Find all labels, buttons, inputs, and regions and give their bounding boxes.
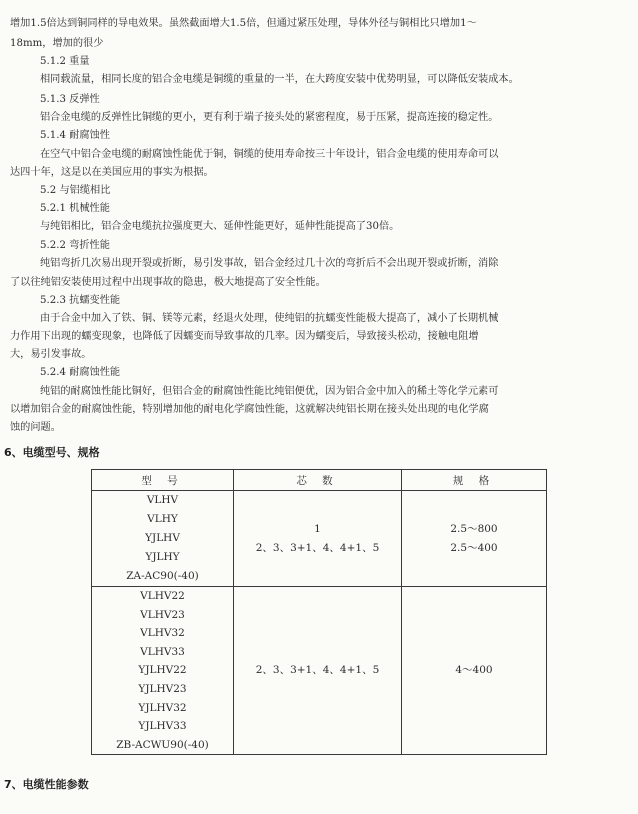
cores-cell <box>234 587 402 755</box>
section-heading-5-2: 5.2 与铝缆相比 <box>40 185 111 196</box>
section-heading-5-1-2: 5.1.2 重量 <box>40 56 90 67</box>
paragraph-line: 由于合金中加入了铁、铜、镁等元素，经退火处理，使纯铝的抗蠕变性能极大提高了，减小了长期机械 <box>40 313 499 324</box>
paragraph-line: 了以往纯铝安装使用过程中出现事故的隐患，极大地提高了安全性能。 <box>10 277 326 288</box>
paragraph-line: 达四十年，这是以在美国应用的事实为根据。 <box>10 167 214 178</box>
paragraph-line: 在空气中铝合金电缆的耐腐蚀性能优于铜，铜缆的使用寿命按三十年设计，铝合金电缆的使用寿命可以 <box>40 149 499 160</box>
paragraph-line: 纯铝弯折几次易出现开裂或折断，易引发事故，铝合金经过几十次的弯折后不会出现开裂或折断，消除 <box>40 258 499 269</box>
section-heading-5-1-4: 5.1.4 耐腐蚀性 <box>40 130 110 141</box>
paragraph-line: 铝合金电缆的反弹性比铜缆的更小，更有利于端子接头处的紧密程度，易于压紧，提高连接的稳定性。 <box>40 112 499 123</box>
header-cores: 芯 数 <box>234 470 402 491</box>
model-name: YJLHV33 <box>138 720 187 733</box>
header-model: 型 号 <box>92 470 234 491</box>
model-name: YJLHV23 <box>138 682 187 695</box>
section-heading-5-1-3: 5.1.3 反弹性 <box>40 94 100 105</box>
paragraph-line: 18mm，增加的很少 <box>10 38 104 49</box>
model-cell <box>92 491 234 587</box>
paragraph-line: 大，易引发事故。 <box>10 349 92 360</box>
model-name: VLHV33 <box>140 645 185 658</box>
section-7-title: 7、电缆性能参数 <box>4 778 89 791</box>
table-header-row <box>92 470 547 491</box>
section-heading-5-2-3: 5.2.3 抗蠕变性能 <box>40 295 121 306</box>
model-name: YJLHV22 <box>138 664 187 677</box>
model-name: YJLHY <box>145 551 180 563</box>
section-heading-5-2-1: 5.2.1 机械性能 <box>40 203 110 214</box>
model-name: VLHV <box>146 494 179 506</box>
spec-value: 2.5～400 <box>450 541 498 554</box>
model-name: YJLHV32 <box>138 701 187 714</box>
spec-value: 4～400 <box>455 664 493 677</box>
table-row <box>92 491 547 587</box>
paragraph-line: 相同载流量，相同长度的铝合金电缆是铜缆的重量的一半，在大跨度安装中优势明显，可以降低安装成本。 <box>40 74 519 85</box>
model-name: VLHV22 <box>140 590 185 602</box>
paragraph-line: 与纯铝相比，铝合金电缆抗拉强度更大、延伸性能更好，延伸性能提高了30倍。 <box>40 221 400 232</box>
paragraph-line: 增加1.5倍达到铜同样的导电效果。虽然截面增大1.5倍，但通过紧压处理，导体外径与铜相比只增加1～ <box>10 18 477 29</box>
model-cell <box>92 587 234 755</box>
model-name: VLHY <box>147 513 178 525</box>
table-row <box>92 587 547 755</box>
model-name: VLHV32 <box>140 627 185 640</box>
model-name: YJLHV <box>145 532 180 544</box>
paragraph-line: 以增加铝合金的耐腐蚀性能，特别增加他的耐电化学腐蚀性能，这就解决纯铝长期在接头处出现的电化学腐 <box>10 404 489 415</box>
spec-cell <box>402 587 547 755</box>
cores-cell <box>234 491 402 587</box>
cores-value: 2、3、3+1、4、4+1、5 <box>255 541 380 554</box>
cores-value: 2、3、3+1、4、4+1、5 <box>255 664 380 677</box>
spec-cell <box>402 491 547 587</box>
model-name: ZA-AC90(-40) <box>126 570 199 582</box>
section-6-title: 6、电缆型号、规格 <box>4 446 100 459</box>
model-name: ZB-ACWU90(-40) <box>116 738 209 751</box>
section-heading-5-2-2: 5.2.2 弯折性能 <box>40 240 110 251</box>
cable-spec-table <box>91 469 547 755</box>
header-spec: 规 格 <box>402 470 547 491</box>
paragraph-line: 蚀的问题。 <box>10 422 61 433</box>
paragraph-line: 纯铝的耐腐蚀性能比铜好，但铝合金的耐腐蚀性能比纯铝便优，因为铝合金中加入的稀土等化学元素可 <box>40 386 499 397</box>
cores-value: 1 <box>314 522 321 535</box>
section-heading-5-2-4: 5.2.4 耐腐蚀性能 <box>40 367 121 378</box>
spec-value: 2.5～800 <box>450 522 498 535</box>
paragraph-line: 力作用下出现的蠕变现象，也降低了因蠕变而导致事故的几率。因为蠕变后，导致接头松动，接触电阻增 <box>10 331 479 342</box>
model-name: VLHV23 <box>140 608 185 621</box>
